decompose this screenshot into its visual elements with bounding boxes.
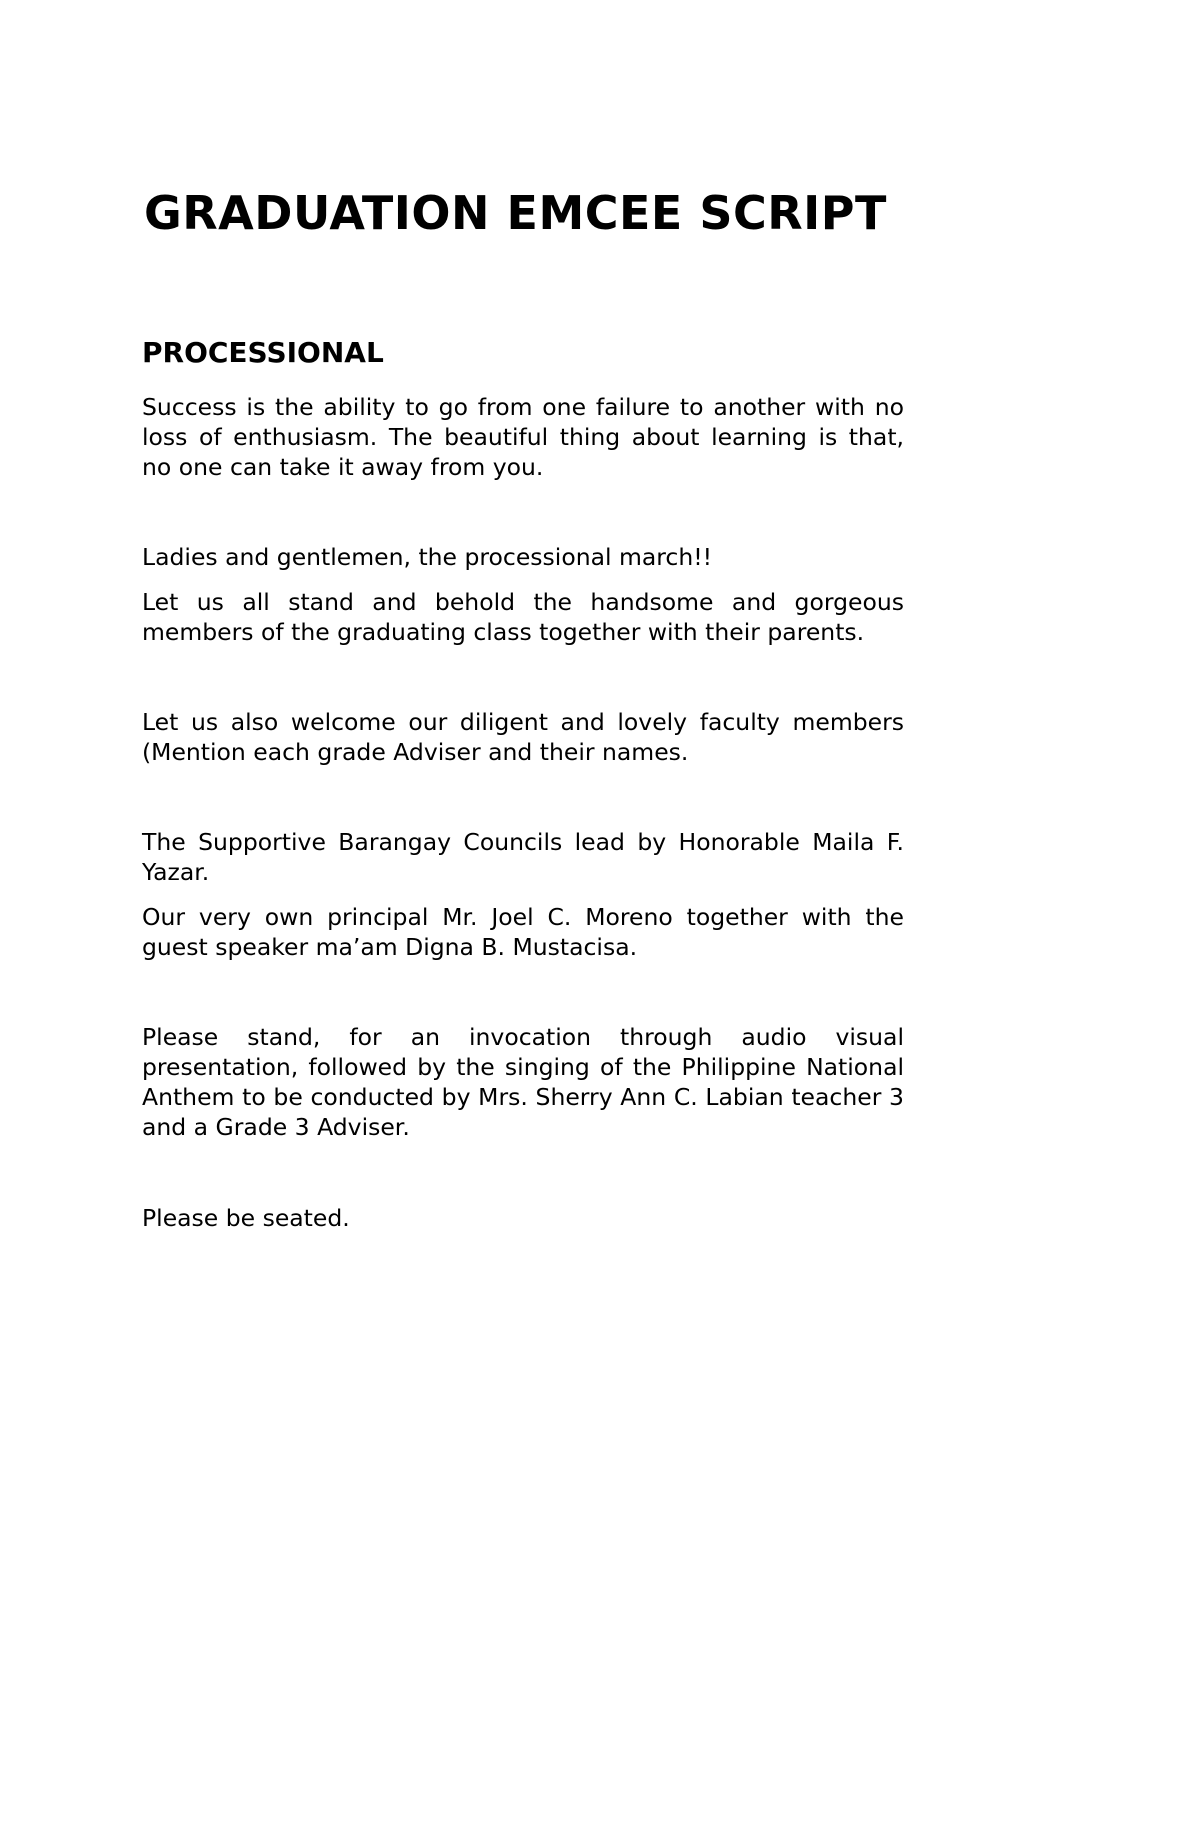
paragraph-principal-guest-speaker: Our very own principal Mr. Joel C. Moreno together with the guest speaker ma’am Digna B. Mustacisa. [142, 903, 904, 961]
paragraph-processional-march: Ladies and gentlemen, the processional march!! [142, 543, 713, 571]
paragraph-graduating-class: Let us all stand and behold the handsome and gorgeous members of the graduating class together with their parents. [142, 588, 904, 646]
paragraph-barangay-councils: The Supportive Barangay Councils lead by Honorable Maila F. Yazar. [142, 828, 904, 886]
paragraph-faculty-members: Let us also welcome our diligent and lovely faculty members (Mention each grade Adviser and their names. [142, 708, 904, 766]
paragraph-success-quote: Success is the ability to go from one failure to another with no loss of enthusiasm. The beautiful thing about learning is that, no one can take it away from you. [142, 393, 904, 481]
paragraph-please-be-seated: Please be seated. [142, 1204, 350, 1232]
document-title: GRADUATION EMCEE SCRIPT [144, 186, 887, 240]
section-heading-processional: PROCESSIONAL [142, 336, 384, 369]
paragraph-invocation-anthem: Please stand, for an invocation through audio visual presentation, followed by the singing of the Philippine National Anthem to be conducted by Mrs. Sherry Ann C. Labian teacher 3 and a Grade 3 Adviser. [142, 1023, 904, 1141]
